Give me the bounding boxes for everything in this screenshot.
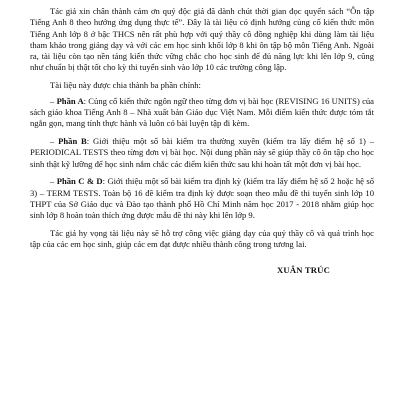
part-cd-label: Phần C & D bbox=[56, 176, 103, 187]
structure-intro: Tài liệu này được chia thành ba phần chính: bbox=[50, 80, 201, 91]
part-b-paragraph: – Phần B: Giới thiệu một số bài kiểm tra thường xuyên (kiểm tra lấy điểm hệ số 1) – PERIODICAL TESTS theo từng đơn vị bài học. Nội dung phần này sẽ giúp thầy cô ôn tập cho học sinh thật kỹ lưỡng để học sinh nắm chắc các điểm kiến thức sau khi hoàn tất một đơn vị bài học. bbox=[30, 135, 374, 169]
part-b-label: Phần B bbox=[58, 135, 87, 146]
part-cd-paragraph: – Phần C & D: Giới thiệu một số bài kiểm tra định kỳ (kiểm tra lấy điểm hệ số 2 hoặc hệ số 3) – TERM TESTS. Toàn bộ 16 đề kiểm tra định kỳ được soạn theo mẫu đề thi tuyển sinh lớp 10 THPT của Sở Giáo dục và Đào tạo thành phố Hồ Chí Minh năm học 2017 - 2018 nhằm giúp học sinh lớp 8 hoàn toàn thích ứng được mẫu đề thi này khi lên lớp 9. bbox=[30, 176, 374, 221]
part-a-label: Phần A bbox=[56, 95, 84, 106]
closing-paragraph: Tác giả hy vọng tài liệu này sẽ hỗ trợ công việc giảng dạy của quý thầy cô và quá trình học tập của các em học sinh, giúp các em đạt được nhiều thành công trong tương lai. bbox=[30, 228, 374, 250]
part-a-text: : Củng cố kiến thức ngôn ngữ theo từng đơn vị bài học (REVISING 16 UNITS) của sách giáo khoa Tiếng Anh 8 – Nhà xuất bản Giáo dục Việt Nam. Mỗi điểm kiến thức được tóm tắt ngắn gọn, mang tính thực hành và luôn có bài luyện tập đi kèm. bbox=[30, 95, 374, 129]
intro-paragraph: Tác giả xin chân thành cảm ơn quý độc giả đã dành chút thời gian đọc quyển sách “Ôn tập Tiếng Anh 8 theo hướng ứng dụng thực tế”. Đây là tài liệu có định hướng củng cố kiến thức môn Tiếng Anh lớp 8 ở bậc THCS nên rất phù hợp với quý thầy cô đồng nghiệp khi dùng làm tài liệu tham khảo trong giảng dạy và với các em học sinh khối lớp 8 khi ôn tập bộ môn Tiếng Anh. Ngoài ra, tài liệu còn tạo nền tảng kiến thức vững chắc cho học sinh để đủ năng lực khi lên lớp 9, cũng như chuẩn bị thật tốt cho kỳ thi tuyển sinh vào lớp 10 các trường công lập. bbox=[30, 6, 374, 73]
part-a-paragraph: – Phần A: Củng cố kiến thức ngôn ngữ theo từng đơn vị bài học (REVISING 16 UNITS) của sách giáo khoa Tiếng Anh 8 – Nhà xuất bản Giáo dục Việt Nam. Mỗi điểm kiến thức được tóm tắt ngắn gọn, mang tính thực hành và luôn có bài luyện tập đi kèm. bbox=[30, 95, 374, 129]
part-cd-text: : Giới thiệu một số bài kiểm tra định kỳ (kiểm tra lấy điểm hệ số 2 hoặc hệ số 3) – TERM TESTS. Toàn bộ 16 đề kiểm tra định kỳ được soạn theo mẫu đề thi tuyển sinh lớp 10 THPT của Sở Giáo dục và Đào tạo thành phố Hồ Chí Minh năm học 2017 - 2018 nhằm giúp học sinh lớp 8 hoàn toàn thích ứng được mẫu đề thi này khi lên lớp 9. bbox=[30, 176, 374, 221]
author-signature: XUÂN TRÚC bbox=[277, 264, 330, 275]
part-b-text: : Giới thiệu một số bài kiểm tra thường xuyên (kiểm tra lấy điểm hệ số 1) – PERIODICAL TESTS theo từng đơn vị bài học. Nội dung phần này sẽ giúp thầy cô ôn tập cho học sinh thật kỹ lưỡng để học sinh nắm chắc các điểm kiến thức sau khi hoàn tất một đơn vị bài học. bbox=[30, 135, 374, 169]
